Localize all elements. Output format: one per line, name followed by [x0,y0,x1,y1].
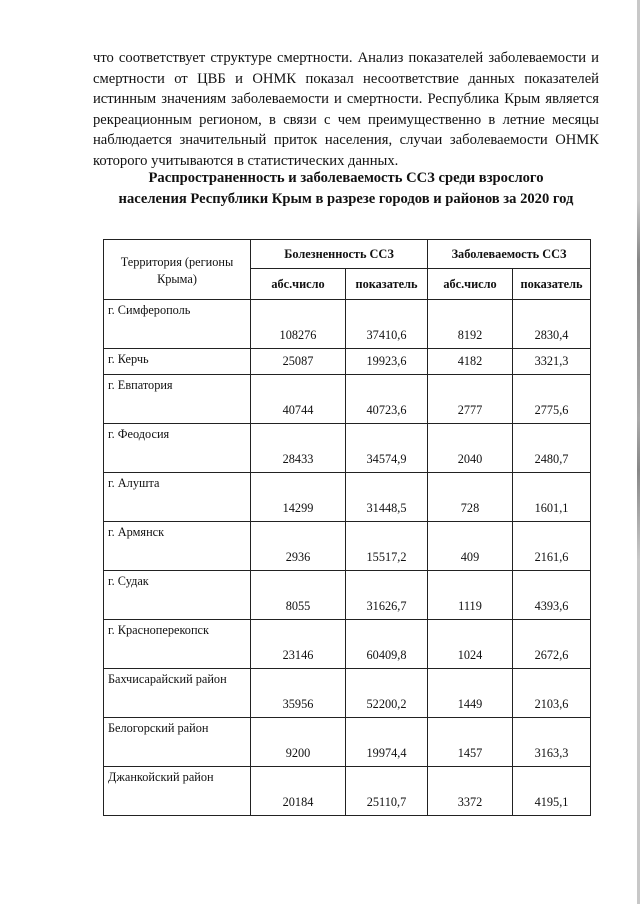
row-territory: г. Красноперекопск [104,620,251,669]
header-incidence-abs: абс.число [428,269,513,300]
table-row [104,571,591,620]
header-prevalence-abs: абс.число [251,269,346,300]
body-paragraph: что соответствует структуре смертности. Анализ показателей заболеваемости и смертности от ЦВБ и ОНМК показал несоответствие данных показателей истинным значениям заболеваемости и смертности. Республика Крым является рекреационным регионом, в связи с чем преимущественно в летние месяцы наблюдается значительный приток населения, случаи заболеваемости ОНМК которого учитываются в статистических данных. [93,50,599,169]
row-incidence-rate: 3321,3 [513,349,591,375]
row-territory: г. Симферополь [104,300,251,349]
row-prevalence-rate: 31448,5 [346,473,428,522]
header-territory: Территория (регионы Крыма) [104,240,251,300]
row-incidence-rate: 2775,6 [513,375,591,424]
header-incidence-rate: показатель [513,269,591,300]
row-territory: г. Керчь [104,349,251,375]
table-title-line-1: Распространенность и заболеваемость ССЗ среди взрослого [148,170,544,186]
row-incidence-abs: 3372 [428,767,513,816]
row-prevalence-abs: 8055 [251,571,346,620]
row-incidence-abs: 1024 [428,620,513,669]
row-prevalence-rate: 52200,2 [346,669,428,718]
table-row [104,300,591,349]
row-incidence-abs: 1119 [428,571,513,620]
row-prevalence-abs: 108276 [251,300,346,349]
row-prevalence-rate: 37410,6 [346,300,428,349]
row-incidence-rate: 2480,7 [513,424,591,473]
row-territory: г. Евпатория [104,375,251,424]
table-title-line-2: населения Республики Крым в разрезе городов и районов за 2020 год [118,190,574,207]
row-prevalence-abs: 20184 [251,767,346,816]
table-row [104,424,591,473]
table-row [104,620,591,669]
row-incidence-rate: 4393,6 [513,571,591,620]
row-prevalence-rate: 25110,7 [346,767,428,816]
row-prevalence-abs: 23146 [251,620,346,669]
row-prevalence-abs: 40744 [251,375,346,424]
row-territory: г. Армянск [104,522,251,571]
row-prevalence-abs: 2936 [251,522,346,571]
row-incidence-abs: 728 [428,473,513,522]
row-incidence-rate: 3163,3 [513,718,591,767]
table-title [93,168,599,209]
row-prevalence-abs: 25087 [251,349,346,375]
row-prevalence-abs: 9200 [251,718,346,767]
row-prevalence-rate: 19923,6 [346,349,428,375]
table-row [104,349,591,375]
table-row [104,375,591,424]
row-incidence-abs: 1449 [428,669,513,718]
row-incidence-rate: 2103,6 [513,669,591,718]
row-prevalence-rate: 19974,4 [346,718,428,767]
row-prevalence-rate: 60409,8 [346,620,428,669]
row-territory: Бахчисарайский район [104,669,251,718]
row-incidence-abs: 2040 [428,424,513,473]
table-row [104,767,591,816]
header-prevalence: Болезненность ССЗ [251,240,428,269]
row-territory: г. Алушта [104,473,251,522]
row-incidence-abs: 2777 [428,375,513,424]
row-incidence-rate: 4195,1 [513,767,591,816]
table-row [104,522,591,571]
row-territory: Белогорский район [104,718,251,767]
row-territory: г. Феодосия [104,424,251,473]
row-prevalence-abs: 14299 [251,473,346,522]
table-row [104,669,591,718]
table-row [104,473,591,522]
row-prevalence-abs: 28433 [251,424,346,473]
row-incidence-rate: 1601,1 [513,473,591,522]
row-incidence-abs: 1457 [428,718,513,767]
row-prevalence-abs: 35956 [251,669,346,718]
row-prevalence-rate: 15517,2 [346,522,428,571]
row-incidence-abs: 409 [428,522,513,571]
row-incidence-rate: 2161,6 [513,522,591,571]
row-territory: г. Судак [104,571,251,620]
row-incidence-abs: 8192 [428,300,513,349]
row-prevalence-rate: 40723,6 [346,375,428,424]
statistics-table [103,239,591,816]
row-prevalence-rate: 34574,9 [346,424,428,473]
row-incidence-abs: 4182 [428,349,513,375]
row-prevalence-rate: 31626,7 [346,571,428,620]
header-incidence: Заболеваемость ССЗ [428,240,591,269]
row-incidence-rate: 2672,6 [513,620,591,669]
row-territory: Джанкойский район [104,767,251,816]
header-prevalence-rate: показатель [346,269,428,300]
table-row [104,718,591,767]
row-incidence-rate: 2830,4 [513,300,591,349]
